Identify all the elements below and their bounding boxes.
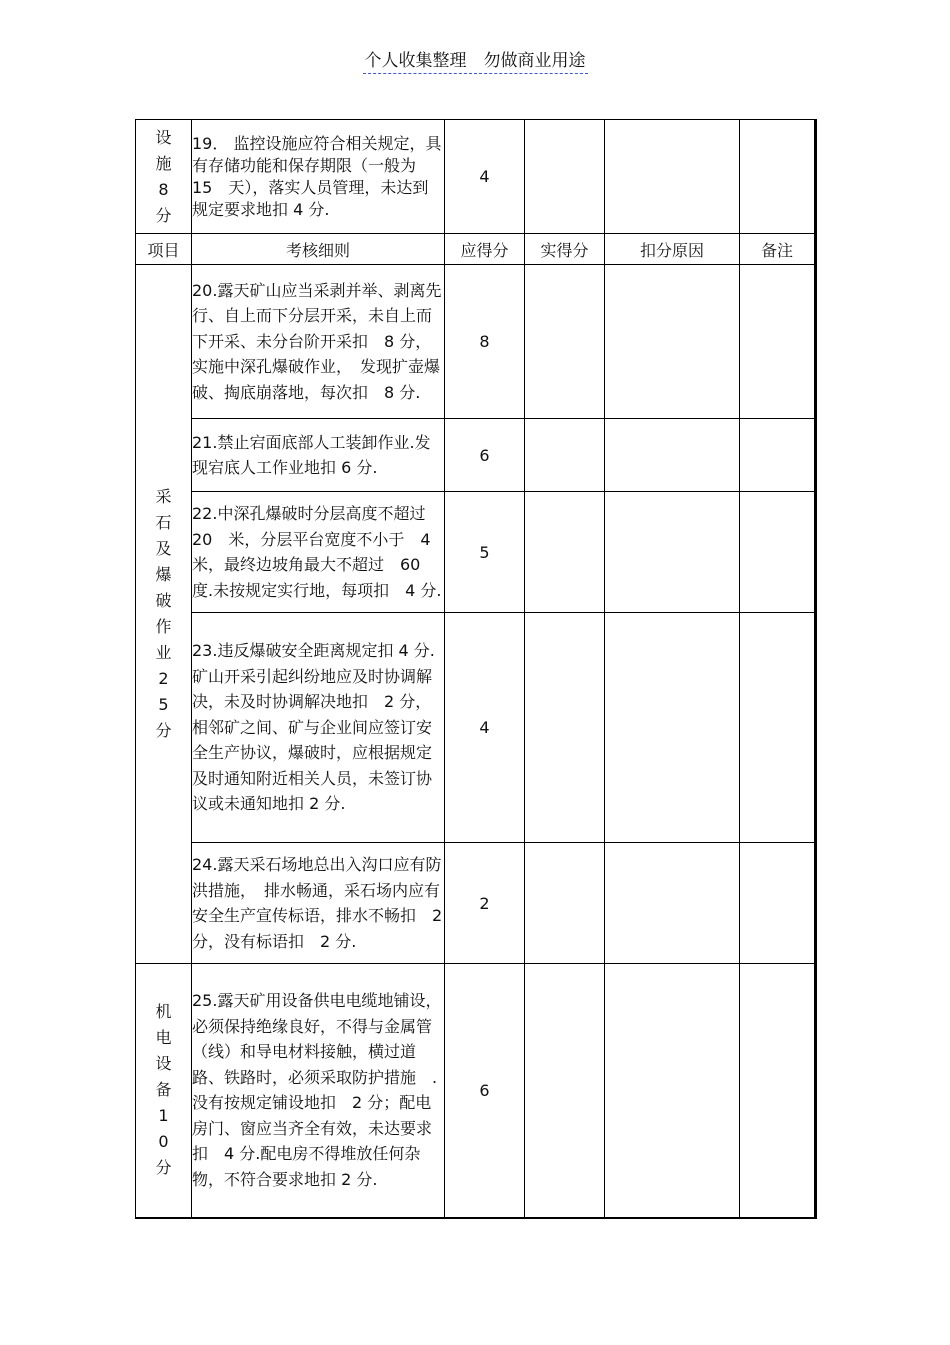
detail-cell bbox=[192, 419, 445, 492]
detail-cell bbox=[192, 265, 445, 419]
table-row bbox=[136, 613, 816, 843]
deduction-reason-cell[interactable] bbox=[605, 964, 740, 1218]
table-row bbox=[136, 964, 816, 1218]
category-cell bbox=[136, 265, 192, 964]
detail-cell bbox=[192, 492, 445, 613]
col-header-detail: 考核细则 bbox=[192, 234, 445, 265]
table-row bbox=[136, 265, 816, 419]
detail-text: 23.违反爆破安全距离规定扣 4 分.矿山开采引起纠纷地应及时协调解决，未及时协调解决地扣 2 分，相邻矿之间、矿与企业间应签订安全生产协议，爆破时，应根据规定及时通知附近相关人员，未签订协议或未通知地扣 2 分. bbox=[192, 641, 435, 814]
category-label: 采石及爆破作业25分 bbox=[155, 487, 172, 740]
page-header bbox=[0, 46, 950, 74]
note-cell[interactable] bbox=[740, 419, 816, 492]
table-row bbox=[136, 120, 816, 234]
category-cell bbox=[136, 964, 192, 1218]
table-row bbox=[136, 492, 816, 613]
table-row bbox=[136, 843, 816, 964]
actual-score-cell[interactable] bbox=[525, 964, 605, 1218]
header-row bbox=[136, 234, 816, 265]
col-header-reason: 扣分原因 bbox=[605, 234, 740, 265]
detail-cell bbox=[192, 613, 445, 843]
actual-score-cell[interactable] bbox=[525, 120, 605, 234]
points-cell: 4 bbox=[445, 613, 525, 843]
deduction-reason-cell[interactable] bbox=[605, 492, 740, 613]
note-cell[interactable] bbox=[740, 120, 816, 234]
detail-text: 20.露天矿山应当采剥并举、剥离先行、自上而下分层开采，未自上而下开采、未分台阶开采扣 8 分，实施中深孔爆破作业， 发现扩壶爆破、掏底崩落地，每次扣 8 分. bbox=[192, 280, 442, 402]
actual-score-cell[interactable] bbox=[525, 843, 605, 964]
col-header-item: 项目 bbox=[136, 234, 192, 265]
category-cell bbox=[136, 120, 192, 234]
actual-score-cell[interactable] bbox=[525, 265, 605, 419]
detail-cell bbox=[192, 120, 445, 234]
col-header-note: 备注 bbox=[740, 234, 816, 265]
points-cell: 6 bbox=[445, 964, 525, 1218]
deduction-reason-cell[interactable] bbox=[605, 120, 740, 234]
points-cell: 6 bbox=[445, 419, 525, 492]
deduction-reason-cell[interactable] bbox=[605, 419, 740, 492]
deduction-reason-cell[interactable] bbox=[605, 265, 740, 419]
deduction-reason-cell[interactable] bbox=[605, 843, 740, 964]
note-cell[interactable] bbox=[740, 265, 816, 419]
note-cell[interactable] bbox=[740, 613, 816, 843]
points-cell: 2 bbox=[445, 843, 525, 964]
table-row bbox=[136, 419, 816, 492]
deduction-reason-cell[interactable] bbox=[605, 613, 740, 843]
col-header-points: 应得分 bbox=[445, 234, 525, 265]
actual-score-cell[interactable] bbox=[525, 613, 605, 843]
detail-text: 22.中深孔爆破时分层高度不超过 20 米，分层平台宽度不小于 4 米，最终边坡角最大不超过 60 度.未按规定实行地，每项扣 4 分. bbox=[192, 504, 447, 600]
category-label: 设施8分 bbox=[155, 127, 172, 225]
detail-cell bbox=[192, 964, 445, 1218]
col-header-actual: 实得分 bbox=[525, 234, 605, 265]
detail-text: 19． 监控设施应符合相关规定，具有存储功能和保存期限（一般为 15 天），落实人员管理，未达到规定要求地扣 4 分. bbox=[192, 133, 442, 219]
note-cell[interactable] bbox=[740, 843, 816, 964]
detail-text: 25.露天矿用设备供电电缆地铺设，必须保持绝缘良好，不得与金属管（线）和导电材料接触，横过道路、铁路时，必须采取防护措施 .没有按规定铺设地扣 2 分；配电房门、窗应当齐全有效，未达要求扣 4 分.配电房不得堆放任何杂物，不符合要求地扣 2 分. bbox=[192, 991, 442, 1189]
note-cell[interactable] bbox=[740, 964, 816, 1218]
detail-text: 24.露天采石场地总出入沟口应有防洪措施， 排水畅通，采石场内应有安全生产宣传标语，排水不畅扣 2 分，没有标语扣 2 分. bbox=[192, 855, 459, 951]
header-note: 个人收集整理 勿做商业用途 bbox=[363, 46, 588, 74]
note-cell[interactable] bbox=[740, 492, 816, 613]
detail-text: 21.禁止宕面底部人工装卸作业.发现宕底人工作业地扣 6 分. bbox=[192, 432, 431, 477]
detail-cell bbox=[192, 843, 459, 964]
actual-score-cell[interactable] bbox=[525, 419, 605, 492]
points-cell: 4 bbox=[445, 120, 525, 234]
category-label: 机电设备10分 bbox=[155, 1002, 172, 1178]
points-cell: 5 bbox=[445, 492, 525, 613]
points-cell: 8 bbox=[445, 265, 525, 419]
actual-score-cell[interactable] bbox=[525, 492, 605, 613]
assessment-table bbox=[135, 119, 817, 1219]
